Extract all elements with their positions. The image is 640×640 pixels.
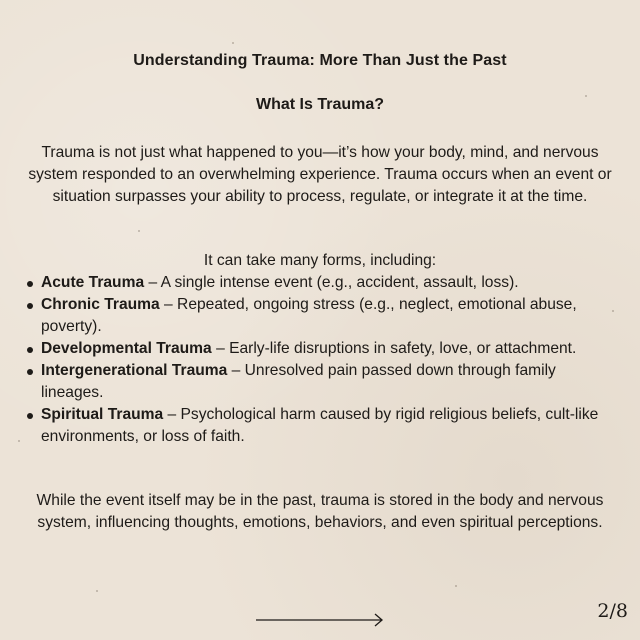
list-item-acute-trauma: [41, 272, 616, 294]
arrow-right-icon[interactable]: [256, 612, 386, 628]
list-item-chronic-trauma: [41, 294, 616, 338]
list-item-intergenerational-trauma: [41, 360, 616, 404]
list-item-description: – Psychological harm caused by rigid religious beliefs, cult-like environments, or loss of faith.: [41, 406, 599, 445]
intro-paragraph: Trauma is not just what happened to you—it’s how your body, mind, and nervous system responded to an overwhelming experience. Trauma occurs when an event or situation surpasses your ability to process, regulate, or integrate it at the time.: [28, 144, 612, 205]
closing-paragraph: While the event itself may be in the past, trauma is stored in the body and nervous system, influencing thoughts, emotions, behaviors, and even spiritual perceptions.: [36, 492, 604, 531]
list-item-description: – A single intense event (e.g., accident, assault, loss).: [144, 274, 519, 291]
list-item-term: Developmental Trauma: [41, 340, 212, 357]
list-item-description: – Early-life disruptions in safety, love, or attachment.: [211, 340, 577, 357]
list-item-term: Chronic Trauma: [41, 296, 160, 313]
page-title: Understanding Trauma: More Than Just the Past: [133, 52, 507, 69]
bullet-icon: [27, 369, 33, 375]
section-heading: What Is Trauma?: [255, 96, 385, 113]
bullet-icon: [27, 281, 33, 287]
bullet-icon: [27, 303, 33, 309]
list-item-term: Intergenerational Trauma: [41, 362, 228, 379]
trauma-forms-list: [41, 272, 616, 448]
list-item-description: – Unresolved pain passed down through family lineages.: [41, 362, 556, 401]
bullet-icon: [27, 347, 33, 353]
list-lead-text: It can take many forms, including:: [203, 252, 437, 269]
bullet-icon: [27, 413, 33, 419]
list-item-spiritual-trauma: [41, 404, 616, 448]
list-item-description: – Repeated, ongoing stress (e.g., neglect, emotional abuse, poverty).: [41, 296, 577, 335]
page-indicator: 2/8: [597, 600, 628, 622]
list-item-term: Acute Trauma: [41, 274, 145, 291]
list-item-developmental-trauma: [41, 338, 616, 360]
list-item-term: Spiritual Trauma: [41, 406, 164, 423]
